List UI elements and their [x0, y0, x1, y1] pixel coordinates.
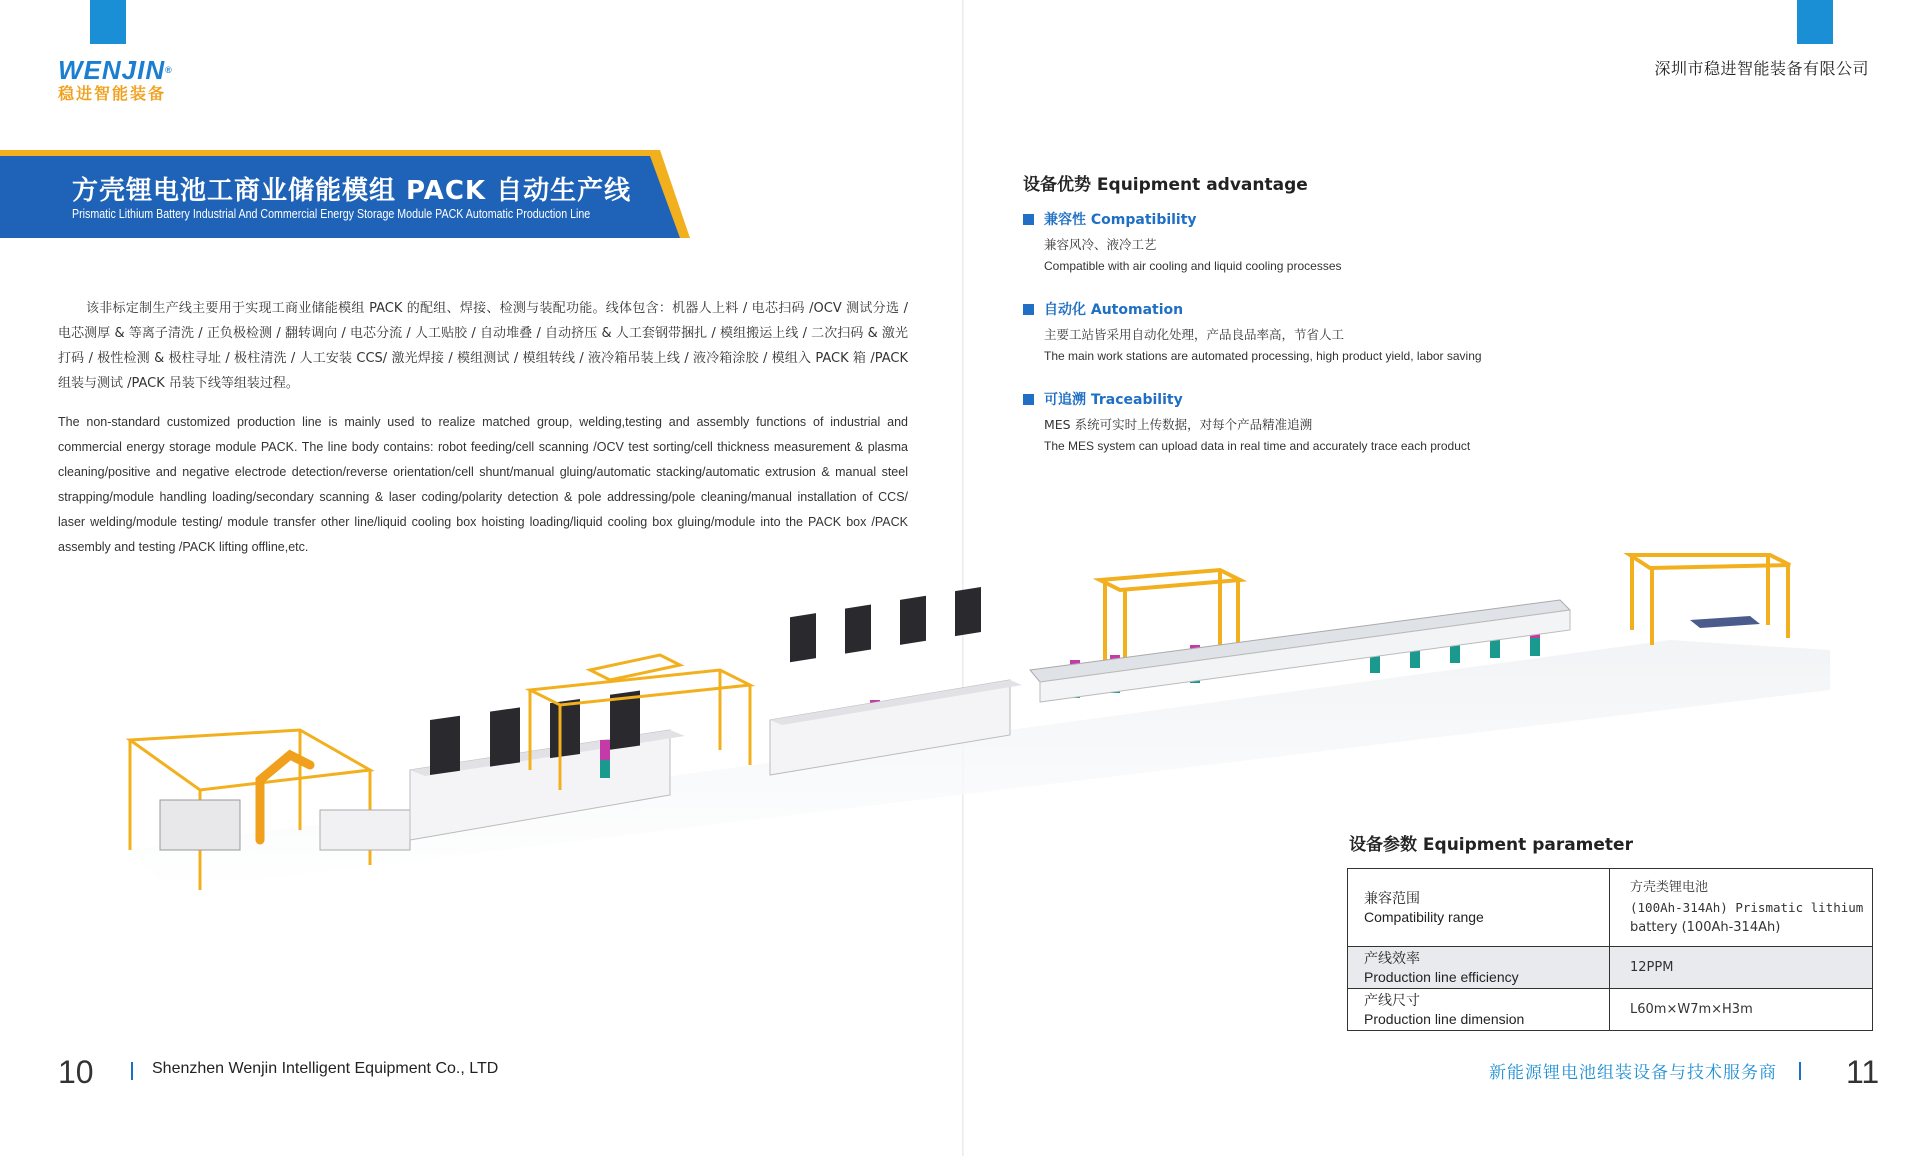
param-label [1348, 869, 1610, 947]
gantry-frame-3 [1630, 555, 1790, 645]
table-row [1348, 947, 1873, 989]
advantage-title: 自动化 Automation [1044, 302, 1184, 318]
table-row [1348, 989, 1873, 1031]
param-value [1610, 869, 1873, 947]
param-value-line: L60m×W7m×H3m [1630, 1001, 1753, 1017]
param-label-en: Production line efficiency [1364, 968, 1519, 985]
footer-company-name: Shenzhen Wenjin Intelligent Equipment Co., LTD [152, 1060, 499, 1077]
footer-slogan: 新能源锂电池组装设备与技术服务商 [1489, 1063, 1777, 1083]
param-label-cn: 兼容范围 [1364, 890, 1420, 907]
param-label [1348, 947, 1610, 989]
param-label-en: Compatibility range [1364, 908, 1484, 925]
title-banner [0, 150, 690, 238]
parameter-table [1347, 868, 1873, 1031]
page-tab-left [90, 0, 126, 44]
param-value-line: 方壳类锂电池 [1630, 879, 1709, 895]
intro-paragraph-en: The non-standard customized production line is mainly used to realize matched group, welding,testing and assembly functions of industrial and commercial energy storage module PACK. The line body contains: robot feeding/cell scanning /OCV test sorting/cell thickness measurement & plasma cleaning/positive and negative electrode detection/reverse orientation/cell shunt/manual gluing/automatic stacking/automatic extrusion & manual steel strapping/module handling loading/secondary scanning & laser coding/polarity detection & pole addressing/pole cleaning/manual installation of CCS/ laser welding/module testing/ module transfer other line/liquid cooling box hoisting loading/liquid cooling box gluing/module into the PACK box /PACK assembly and testing /PACK lifting offline,etc. [58, 415, 908, 554]
intro-paragraph-cn: 该非标定制生产线主要用于实现工商业储能模组 PACK 的配组、焊接、检测与装配功能。线体包含：机器人上料 / 电芯扫码 /OCV 测试分选 / 电芯测厚 & 等离子清洗 / 正负极检测 / 翻转调向 / 电芯分流 / 人工贴胶 / 自动堆叠 / 自动挤压 & 人工套钢带捆扎 / 模组搬运上线 / 二次扫码 & 激光打码 / 极性检测 & 极柱寻址 / 极柱清洗 / 人工安装 CCS/ 激光焊接 / 模组测试 / 模组转线 / 液冷箱吊装上线 / 液冷箱涂胶 / 模组入 PACK 箱 /PACK 组装与测试 /PACK 吊装下线等组装过程。 [58, 301, 908, 391]
advantage-heading: 设备优势 Equipment advantage [1023, 175, 1308, 195]
page-title-en: Prismatic Lithium Battery Industrial And Commercial Energy Storage Module PACK Automatic Production Line [72, 206, 591, 221]
footer-divider-right [1799, 1062, 1801, 1080]
page-number-left: 10 [58, 1054, 94, 1090]
production-line-render [110, 550, 1830, 910]
header-company-name: 深圳市稳进智能装备有限公司 [1654, 59, 1869, 78]
bullet-square-icon [1023, 394, 1034, 405]
table-row [1348, 869, 1873, 947]
page-number-right: 11 [1846, 1054, 1880, 1090]
param-label-cn: 产线尺寸 [1364, 992, 1420, 1009]
advantage-desc-en: Compatible with air cooling and liquid cooling processes [1044, 259, 1342, 273]
page-title-cn: 方壳锂电池工商业储能模组 PACK 自动生产线 [72, 176, 632, 206]
parameter-heading: 设备参数 Equipment parameter [1349, 835, 1633, 855]
logo-cn-text: 稳进智能装备 [58, 84, 167, 103]
bullet-square-icon [1023, 304, 1034, 315]
production-line-illustration [110, 550, 1830, 910]
bullet-square-icon [1023, 214, 1034, 225]
company-logo [58, 56, 188, 106]
advantage-desc-en: The main work stations are automated processing, high product yield, labor saving [1044, 349, 1482, 363]
logo-wordmark: WENJIN [58, 55, 166, 85]
advantage-item-compatibility [1023, 208, 1643, 276]
param-value [1610, 947, 1873, 989]
advantage-desc-cn: 兼容风冷、液冷工艺 [1044, 237, 1157, 252]
advantage-item-traceability [1023, 388, 1643, 456]
param-value [1610, 989, 1873, 1031]
advantage-title: 可追溯 Traceability [1044, 392, 1183, 408]
param-label-en: Production line dimension [1364, 1010, 1525, 1027]
param-value-line: 12PPM [1630, 959, 1674, 975]
advantage-title: 兼容性 Compatibility [1044, 212, 1197, 228]
param-label [1348, 989, 1610, 1031]
registered-mark: ® [165, 65, 173, 75]
param-label-cn: 产线效率 [1364, 950, 1420, 967]
advantage-item-automation [1023, 298, 1643, 366]
advantage-desc-cn: MES 系统可实时上传数据，对每个产品精准追溯 [1044, 417, 1313, 432]
footer-divider-left [131, 1062, 133, 1080]
advantage-list [1023, 208, 1643, 478]
advantage-desc-en: The MES system can upload data in real time and accurately trace each product [1044, 439, 1471, 453]
advantage-desc-cn: 主要工站皆采用自动化处理，产品良品率高，节省人工 [1044, 327, 1345, 342]
param-value-line: (100Ah-314Ah) Prismatic lithium [1630, 899, 1864, 915]
page-tab-right [1797, 0, 1833, 44]
param-value-line: battery (100Ah-314Ah) [1630, 919, 1781, 935]
